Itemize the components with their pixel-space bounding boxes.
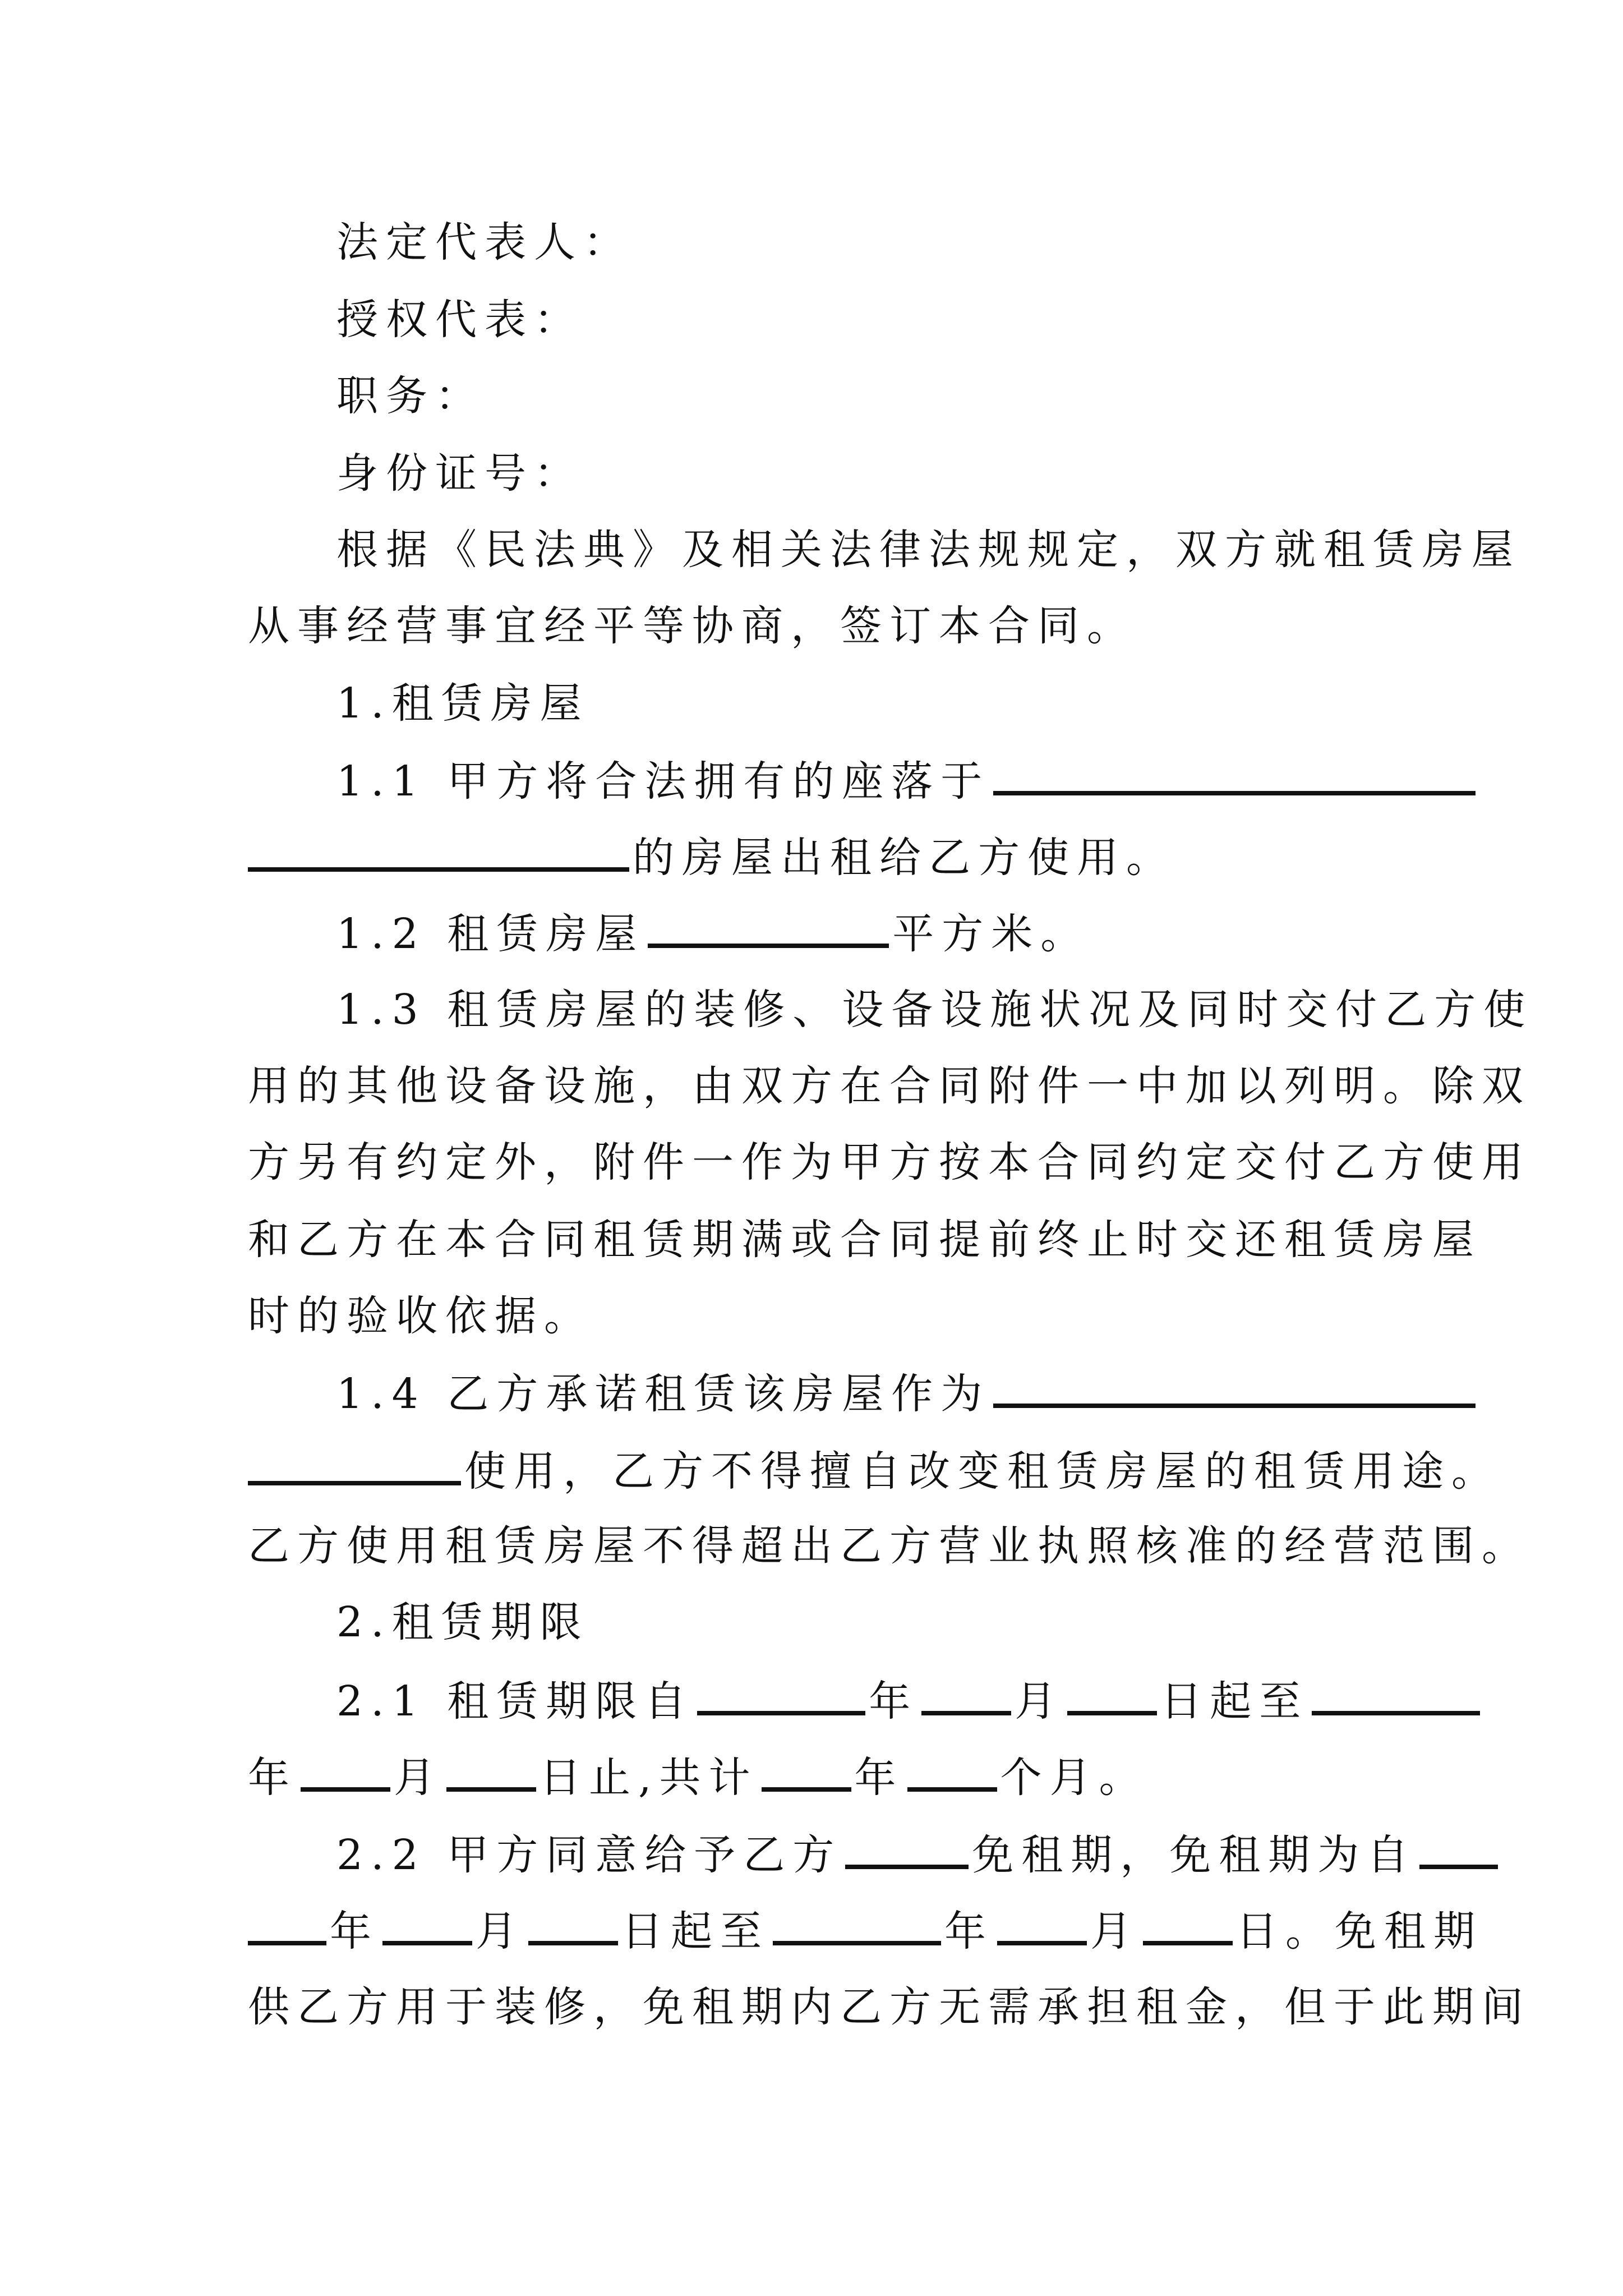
text: 1.1 甲方将合法拥有的座落于 [336, 757, 990, 806]
area-blank [648, 904, 889, 948]
clause-1-3-line-3 [248, 1134, 1531, 1190]
text: 年 [854, 1754, 904, 1802]
text: 使用，乙方不得擅自改变租赁房屋的租赁用途。 [464, 1447, 1501, 1496]
end-month-blank [301, 1748, 390, 1792]
text: 平方米。 [892, 910, 1090, 958]
text: 方另有约定外，附件一作为甲方按本合同约定交付乙方使用 [248, 1138, 1531, 1186]
text: 1.2 租赁房屋 [336, 910, 645, 958]
section-heading-1 [336, 675, 589, 731]
text: 月 [1015, 1677, 1064, 1726]
rent-free-period-blank [845, 1825, 969, 1869]
paragraph-preamble-line-1 [336, 522, 1521, 578]
section-heading-2 [336, 1594, 589, 1650]
text: 免租期，免租期为自 [972, 1831, 1417, 1879]
clause-1-3-line-2 [248, 1058, 1531, 1114]
authorized-representative-label [336, 292, 583, 348]
clause-2-2-line-3 [248, 1979, 1531, 2035]
text: 授权代表： [336, 296, 583, 344]
clause-2-2-line-2 [248, 1902, 1483, 1958]
clause-1-3-line-5 [248, 1288, 593, 1344]
paragraph-preamble-line-2 [248, 598, 1136, 654]
clause-1-3-line-1 [336, 982, 1533, 1038]
text: 乙方使用租赁房屋不得超出乙方营业执照核准的经营范围。 [248, 1522, 1531, 1570]
address-blank-cont [248, 828, 629, 872]
text: 日起至 [621, 1907, 769, 1955]
purpose-blank [993, 1364, 1476, 1408]
clause-1-3-line-4 [248, 1212, 1482, 1268]
rent-free-end-day-blank [1143, 1902, 1233, 1945]
text: 日起至 [1160, 1677, 1309, 1726]
text: 身份证号： [336, 449, 583, 498]
clause-2-1-line-1 [336, 1672, 1483, 1728]
clause-1-2 [336, 904, 1090, 960]
rent-free-start-year-blank-cont [248, 1902, 326, 1945]
end-day-blank [446, 1748, 536, 1792]
text: 日止,共计 [540, 1754, 758, 1802]
text: 从事经营事宜经平等协商，签订本合同。 [248, 602, 1136, 650]
text: 供乙方用于装修，免租期内乙方无需承担租金，但于此期间 [248, 1983, 1531, 2031]
text: 1.租赁房屋 [336, 679, 589, 728]
text: 月 [394, 1754, 443, 1802]
text: 月 [1090, 1907, 1140, 1955]
start-year-blank [697, 1672, 865, 1715]
clause-1-4-line-3 [248, 1518, 1531, 1574]
text: 和乙方在本合同租赁期满或合同提前终止时交还租赁房屋 [248, 1216, 1482, 1264]
text: 年 [248, 1754, 297, 1802]
purpose-blank-cont [248, 1442, 461, 1485]
text: 根据《民法典》及相关法律法规规定，双方就租赁房屋 [336, 526, 1521, 574]
text: 年 [869, 1677, 919, 1726]
clause-1-4-line-1 [336, 1364, 1479, 1420]
total-months-blank [907, 1748, 997, 1792]
text: 年 [330, 1907, 379, 1955]
text: 1.4 乙方承诺租赁该房屋作为 [336, 1370, 990, 1418]
text: 职务： [336, 372, 485, 420]
start-day-blank [1067, 1672, 1157, 1715]
total-years-blank [762, 1748, 851, 1792]
text: 年 [944, 1907, 994, 1955]
text: 2.租赁期限 [336, 1598, 589, 1646]
text: 2.1 租赁期限自 [336, 1677, 694, 1726]
text: 的房屋出租给乙方使用。 [633, 834, 1175, 882]
clause-1-1-line-1 [336, 752, 1479, 808]
rent-free-start-year-blank [1419, 1825, 1498, 1869]
rent-free-end-month-blank [997, 1902, 1087, 1945]
position-label [336, 368, 485, 424]
end-year-blank [1312, 1672, 1480, 1715]
clause-2-2-line-1 [336, 1825, 1501, 1881]
text: 个月。 [1000, 1754, 1149, 1802]
clause-1-1-line-2 [248, 828, 1175, 884]
rent-free-start-month-blank [382, 1902, 472, 1945]
text: 用的其他设备设施，由双方在合同附件一中加以列明。除双 [248, 1062, 1531, 1110]
text: 1.3 租赁房屋的装修、设备设施状况及同时交付乙方使 [336, 986, 1533, 1034]
text: 2.2 甲方同意给予乙方 [336, 1831, 842, 1879]
clause-2-1-line-2 [248, 1748, 1149, 1804]
text: 月 [476, 1907, 525, 1955]
address-blank [993, 752, 1476, 795]
legal-representative-label [336, 214, 633, 270]
clause-1-4-line-2 [248, 1442, 1501, 1498]
text: 日。免租期 [1236, 1907, 1483, 1955]
text: 法定代表人： [336, 218, 633, 266]
rent-free-start-day-blank [528, 1902, 618, 1945]
id-number-label [336, 445, 583, 501]
start-month-blank [921, 1672, 1011, 1715]
rent-free-end-year-blank [773, 1902, 941, 1945]
text: 时的验收依据。 [248, 1292, 593, 1340]
